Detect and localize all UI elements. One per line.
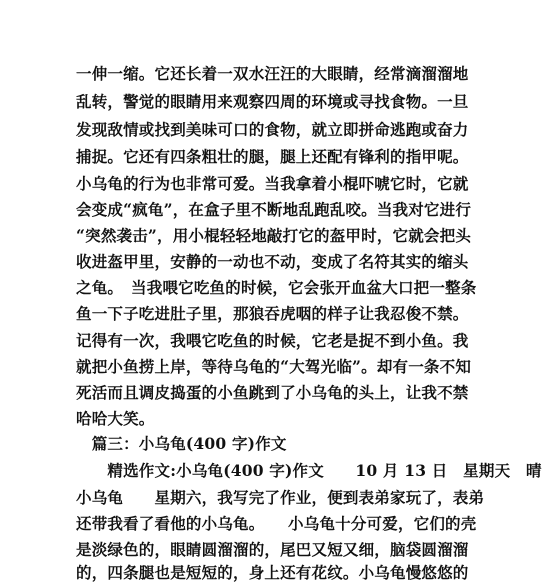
text-line: “突然袭击”，用小棍轻轻地敲打它的盔甲时，它就会把头 — [76, 226, 472, 245]
text-line: 死活而且调皮捣蛋的小鱼跳到了小乌龟的头上，让我不禁 — [76, 383, 469, 402]
text-line: 还带我看了看他的小乌龟。 小乌龟十分可爱，它们的壳 — [76, 514, 477, 533]
text-line: 捕捉。它还有四条粗壮的腿，腿上还配有锋利的指甲呢。 — [76, 147, 469, 166]
text-line: 精选作文:小乌龟(400 字)作文 10 月 13 日 星期天 晴 — [76, 461, 542, 480]
section-heading: 篇三：小乌龟(400 字)作文 — [76, 434, 287, 453]
text-line: 之龟。 当我喂它吃鱼的时候，它会张开血盆大口把一整条 — [76, 278, 477, 297]
text-line: 就把小鱼捞上岸，等待乌龟的“大驾光临”。却有一条不知 — [76, 357, 472, 376]
text-line: 会变成“疯龟”，在盒子里不断地乱跑乱咬。当我对它进行 — [76, 200, 472, 219]
text-line: 收进盔甲里，安静的一动也不动，变成了名符其实的缩头 — [76, 252, 469, 271]
text-line-partial: 的，四条腿也是短短的，身上还有花纹。小乌龟慢悠悠的 — [76, 563, 469, 582]
text-line: 是淡绿色的，眼睛圆溜溜的，尾巴又短又细，脑袋圆溜溜 — [76, 540, 469, 559]
text-line: 哈哈大笑。 — [76, 409, 155, 428]
text-line: 发现敌情或找到美味可口的食物，就立即拼命逃跑或奋力 — [76, 120, 469, 139]
text-line: 鱼一下子吃进肚子里，那狼吞虎咽的样子让我忍俊不禁。 — [76, 304, 469, 323]
text-line: 一伸一缩。它还长着一双水汪汪的大眼睛，经常滴溜溜地 — [76, 64, 469, 83]
text-line: 乱转，警觉的眼睛用来观察四周的环境或寻找食物。一旦 — [76, 92, 469, 111]
text-line: 小乌龟的行为也非常可爱。当我拿着小棍吓唬它时，它就 — [76, 174, 469, 193]
text-line: 小乌龟 星期六，我写完了作业，便到表弟家玩了，表弟 — [76, 488, 485, 507]
text-line: 记得有一次，我喂它吃鱼的时候，它老是捉不到小鱼。我 — [76, 331, 469, 350]
